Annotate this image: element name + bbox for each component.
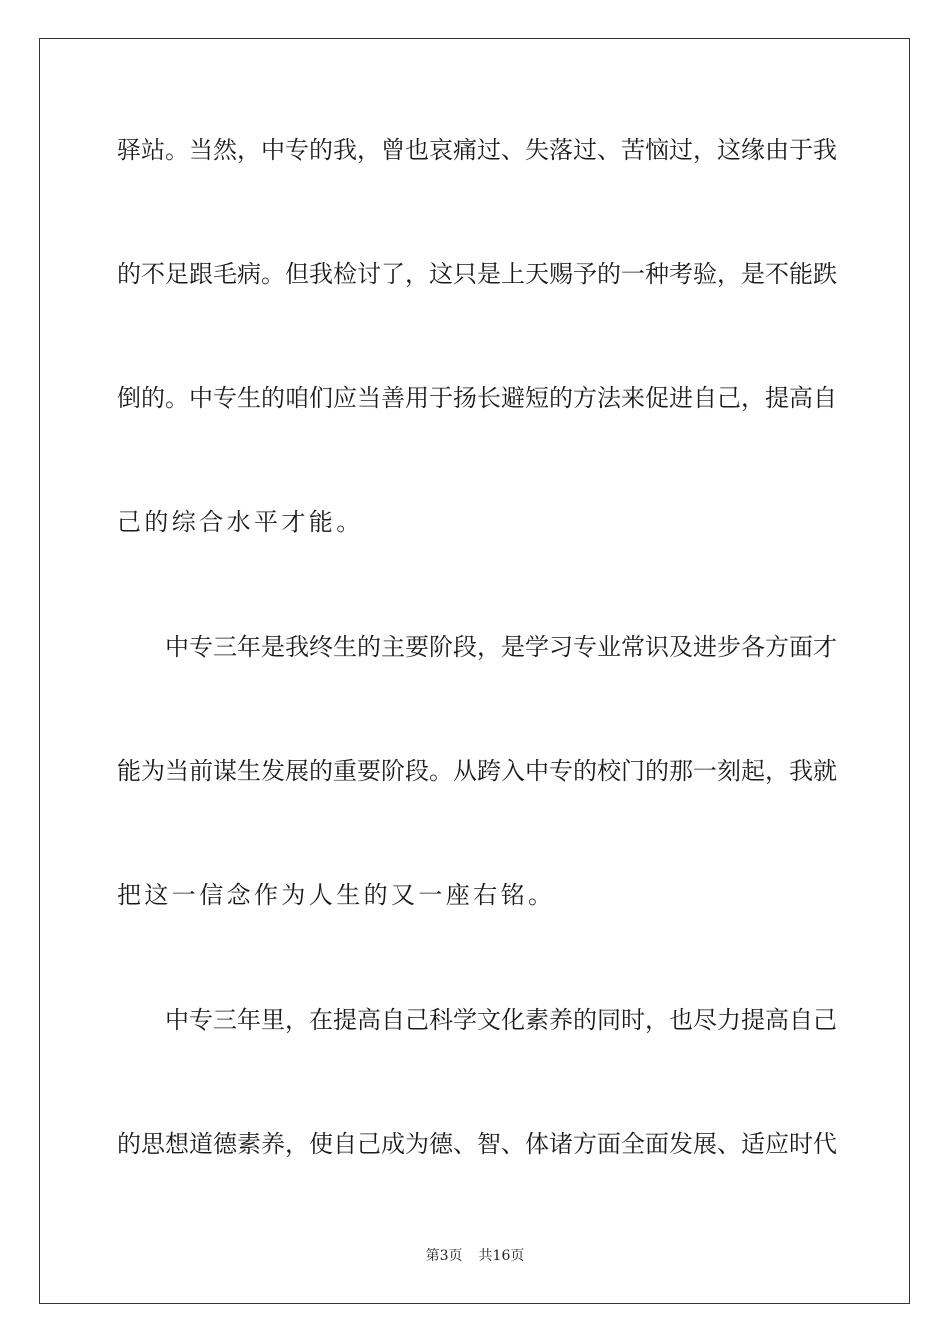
total-pages: 共16页 <box>478 1248 525 1264</box>
text-line: 己的综合水平才能。 <box>117 508 364 536</box>
text-line: 驿站。当然，中专的我，曾也哀痛过、失落过、苦恼过，这缘由于我 <box>117 136 837 164</box>
text-line: 倒的。中专生的咱们应当善用于扬长避短的方法来促进自己，提高自 <box>117 384 837 412</box>
text-line: 的思想道德素养，使自己成为德、智、体诸方面全面发展、适应时代 <box>117 1130 837 1158</box>
text-line: 的不足跟毛病。但我检讨了，这只是上天赐予的一种考验，是不能跌 <box>117 260 837 288</box>
text-line: 中专三年是我终生的主要阶段，是学习专业常识及进步各方面才 <box>165 633 837 661</box>
text-line: 中专三年里，在提高自己科学文化素养的同时，也尽力提高自己 <box>165 1006 837 1034</box>
page-footer <box>0 1246 950 1266</box>
text-line: 能为当前谋生发展的重要阶段。从跨入中专的校门的那一刻起，我就 <box>117 757 837 785</box>
page-frame <box>39 38 910 1304</box>
page-number: 第3页 <box>425 1248 463 1264</box>
text-line: 把这一信念作为人生的又一座右铭。 <box>117 881 556 909</box>
